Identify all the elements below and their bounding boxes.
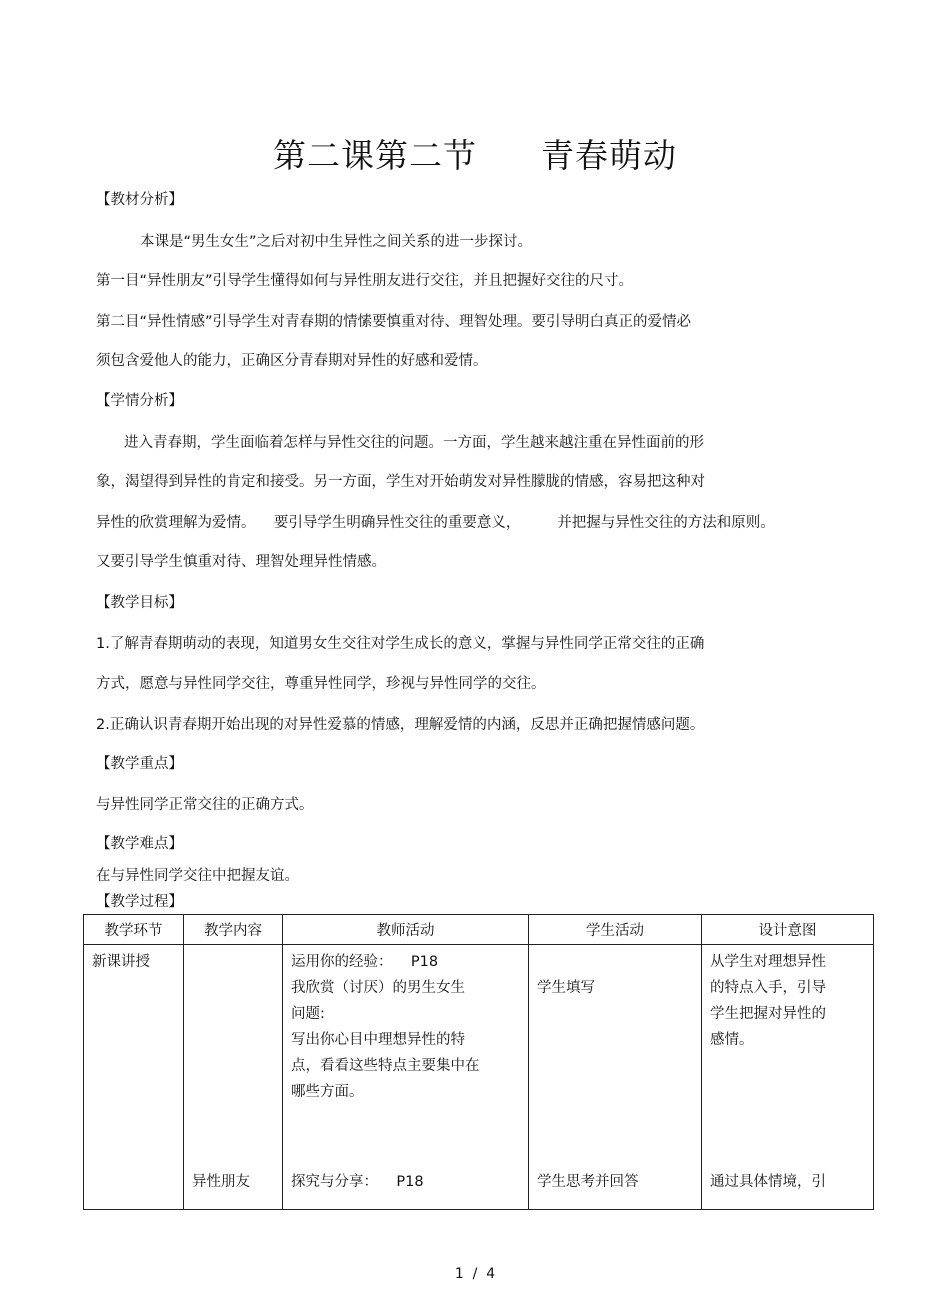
student-text: 学生填写 [537,980,595,996]
difficulties-text: 在与异性同学交往中把握友谊。 [96,868,299,884]
intent-line: 的特点入手，引导 [710,980,826,996]
student-analysis-line: 进入青春期，学生面临着怎样与异性交往的问题。一方面，学生越来越注重在异性面前的形 [124,435,704,451]
cell-intent [702,945,874,1210]
teacher-line: 点，看看这些特点主要集中在 [291,1058,480,1074]
goals-heading: 【教学目标】 [96,595,183,611]
difficulties-heading: 【教学难点】 [96,836,183,852]
header-teacher: 教师活动 [283,915,529,945]
goals-line: 方式，愿意与异性同学交往，尊重异性同学，珍视与异性同学的交往。 [96,676,546,692]
header-stage: 教学环节 [84,915,184,945]
header-intent: 设计意图 [702,915,874,945]
intent-line: 学生把握对异性的 [710,1006,826,1022]
cell-student [529,945,702,1210]
intent-line: 感情。 [710,1032,754,1048]
textbook-analysis-heading: 【教材分析】 [96,192,183,208]
textbook-analysis-line: 第二目“异性情感”引导学生对青春期的情愫要慎重对待、理智处理。要引导明白真正的爱情必 [96,314,692,330]
header-student: 学生活动 [529,915,702,945]
page-indicator: 1 / 4 [454,1266,496,1282]
title-part-1: 第二课第二节 [273,136,477,175]
header-content: 教学内容 [184,915,283,945]
table-header-row [84,915,874,945]
textbook-analysis-line: 第一目“异性朋友”引导学生懂得如何与异性朋友进行交往，并且把握好交往的尺寸。 [96,273,634,289]
process-table [83,914,874,1210]
page-title [0,130,950,177]
key-points-text: 与异性同学正常交往的正确方式。 [96,797,314,813]
teacher-line: 写出你心目中理想异性的特 [291,1032,465,1048]
content-text: 异性朋友 [192,1174,250,1190]
cell-content [184,945,283,1210]
cell-teacher [283,945,529,1210]
teacher-line: 运用你的经验： P18 [291,954,439,970]
goals-line: 1.了解青春期萌动的表现，知道男女生交往对学生成长的意义，掌握与异性同学正常交往的正确 [96,636,705,652]
cell-stage [84,945,184,1210]
title-part-2: 青春萌动 [541,136,677,175]
key-points-heading: 【教学重点】 [96,756,183,772]
stage-text: 新课讲授 [92,954,150,970]
process-heading: 【教学过程】 [96,894,183,910]
goals-line: 2.正确认识青春期开始出现的对异性爱慕的情感，理解爱情的内涵，反思并正确把握情感问题。 [96,717,705,733]
intent-line: 从学生对理想异性 [710,954,826,970]
textbook-analysis-line: 本课是“男生女生”之后对初中生异性之间关系的进一步探讨。 [140,234,533,250]
student-analysis-heading: 【学情分析】 [96,393,183,409]
teacher-line: 我欣赏（讨厌）的男生女生 [291,980,465,996]
intent-line: 通过具体情境，引 [710,1174,826,1190]
student-analysis-line: 象，渴望得到异性的肯定和接受。另一方面，学生对开始萌发对异性朦胧的情感，容易把这种对 [96,474,705,490]
textbook-analysis-line: 须包含爱他人的能力，正确区分青春期对异性的好感和爱情。 [96,353,488,369]
student-analysis-line: 异性的欣赏理解为爱情。 要引导学生明确异性交往的重要意义， 并把握与异性交往的方法和原则。 [96,515,775,531]
table-row [84,945,874,1210]
teacher-line: 哪些方面。 [291,1084,364,1100]
student-analysis-line: 又要引导学生慎重对待、理智处理异性情感。 [96,554,386,570]
student-text: 学生思考并回答 [537,1174,639,1190]
teacher-line: 探究与分享： P18 [291,1174,424,1190]
teacher-line: 问题: [291,1006,325,1022]
